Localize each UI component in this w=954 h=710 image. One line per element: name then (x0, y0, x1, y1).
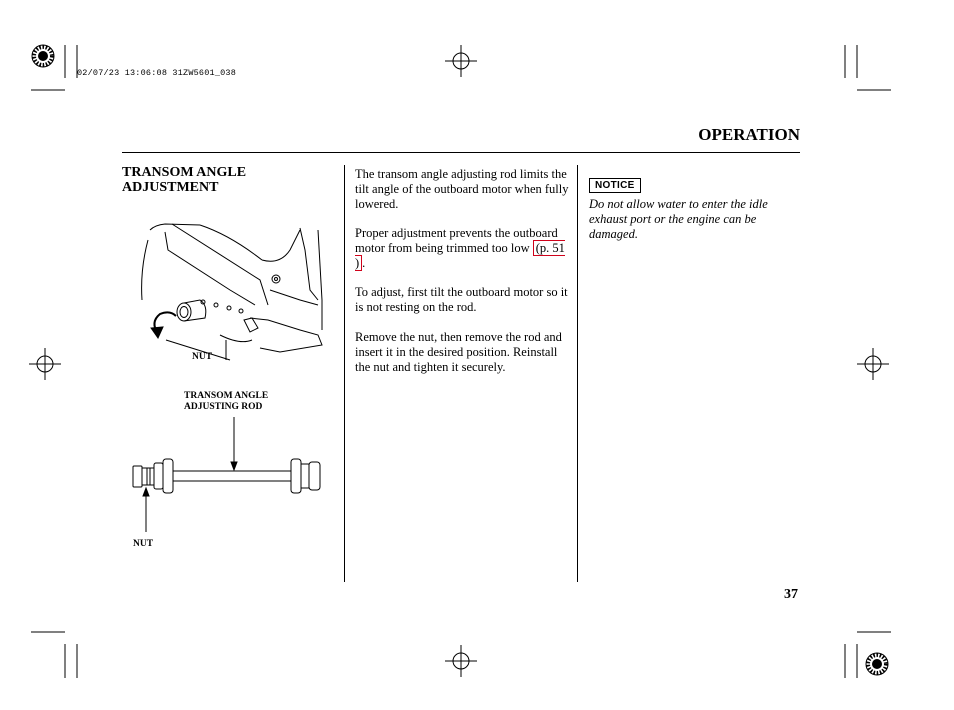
registration-mark-top (445, 45, 477, 77)
crop-mark-top-right (845, 45, 891, 90)
rod-label (184, 391, 268, 413)
rod-label-line-1: TRANSOM ANGLE (184, 391, 269, 401)
registration-mark-right (857, 348, 889, 380)
notice-badge: NOTICE (589, 178, 641, 193)
page-heading (122, 165, 322, 195)
crop-mark-bottom-left (31, 632, 77, 678)
page-reference-link[interactable]: (p. 51 ) (355, 241, 565, 270)
heading-line-1: TRANSOM ANGLE (122, 165, 247, 180)
paragraph-2-end: . (362, 256, 366, 270)
starburst-target-bottom-right (866, 653, 888, 675)
nut-label-bottom: NUT (133, 539, 154, 549)
starburst-target-top-left (32, 45, 54, 67)
rod-label-line-2: ADJUSTING ROD (184, 402, 263, 412)
adjusting-rod-illustration (133, 459, 320, 493)
registration-mark-left (29, 348, 61, 380)
paragraph-2 (355, 226, 570, 271)
heading-line-2: ADJUSTMENT (122, 180, 219, 195)
paragraph-4: Remove the nut, then remove the rod and insert it in the desired position. Reinstall the nut and tighten it securely. (355, 330, 562, 374)
header-rule (122, 152, 800, 153)
nut-label-top: NUT (192, 352, 213, 362)
page-number: 37 (784, 587, 798, 602)
notice-text: Do not allow water to enter the idle exhaust port or the engine can be damaged. (589, 197, 768, 241)
print-stamp: 02/07/23 13:06:08 31ZW5601_038 (77, 68, 237, 78)
paragraph-1: The transom angle adjusting rod limits the tilt angle of the outboard motor when fully lowered. (355, 167, 569, 211)
section-title: OPERATION (698, 125, 800, 144)
paragraph-3: To adjust, first tilt the outboard motor so it is not resting on the rod. (355, 285, 568, 314)
registration-mark-bottom (445, 645, 477, 677)
outboard-bracket-illustration (142, 224, 322, 360)
paragraph-2-text: Proper adjustment prevents the outboard motor from being trimmed too low (355, 226, 558, 255)
